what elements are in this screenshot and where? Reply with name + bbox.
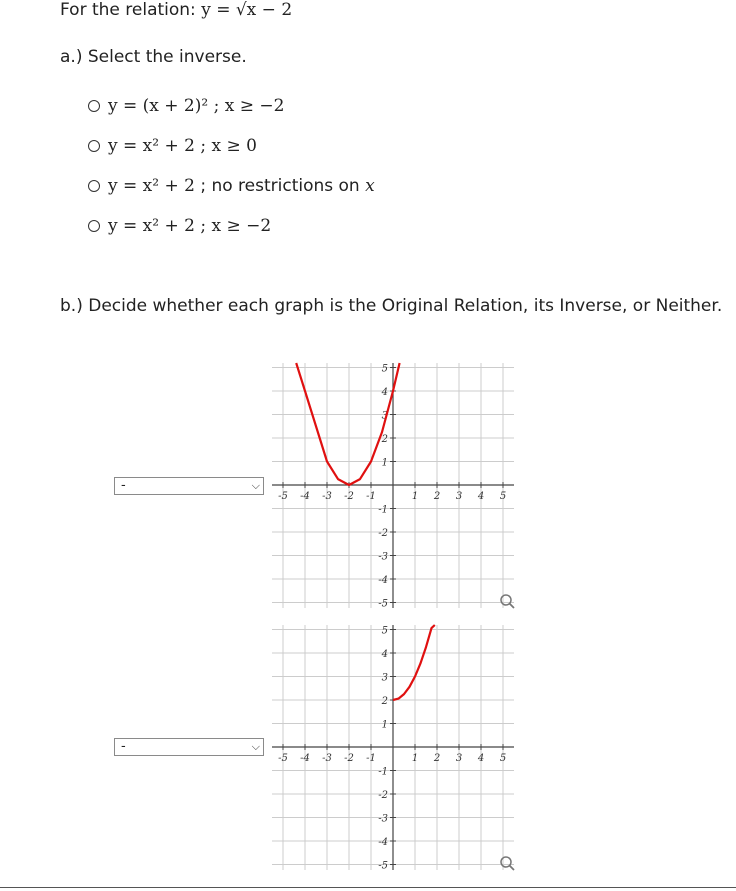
x-tick-label: -5 bbox=[278, 753, 288, 764]
y-tick-label: -3 bbox=[378, 551, 388, 563]
y-tick-label: -4 bbox=[378, 837, 388, 848]
y-tick-label: 5 bbox=[381, 625, 388, 637]
graph-2 bbox=[262, 620, 524, 875]
y-tick-label: 2 bbox=[381, 434, 388, 445]
option-3-label bbox=[108, 176, 375, 196]
y-tick-label: 1 bbox=[381, 719, 388, 731]
option-2-label: y = x² + 2 ; x ≥ 0 bbox=[108, 136, 257, 156]
x-tick-label: -5 bbox=[278, 491, 288, 502]
y-tick-label: -5 bbox=[378, 860, 388, 872]
x-tick-label: 4 bbox=[477, 753, 485, 764]
x-tick-label: 3 bbox=[455, 491, 463, 502]
graph-1-select-value: - bbox=[121, 478, 126, 493]
y-tick-label: -4 bbox=[378, 575, 388, 586]
radio-button-1[interactable] bbox=[88, 100, 100, 112]
chevron-down-icon: ⌵ bbox=[251, 479, 260, 492]
x-tick-label: 4 bbox=[477, 491, 485, 502]
y-tick-label: -1 bbox=[378, 766, 388, 778]
y-tick-label: -1 bbox=[378, 504, 388, 516]
x-tick-label: -2 bbox=[344, 753, 354, 764]
magnify-handle bbox=[510, 866, 515, 871]
prompt-equation: y = √x − 2 bbox=[201, 0, 293, 20]
y-tick-label: 3 bbox=[381, 410, 388, 422]
graph-1 bbox=[262, 358, 524, 613]
x-tick-label: -1 bbox=[366, 753, 376, 764]
option-3-var: x bbox=[365, 176, 375, 196]
option-1[interactable] bbox=[88, 86, 375, 126]
part-b-label: b.) Decide whether each graph is the Original Relation, its Inverse, or Neither. bbox=[60, 296, 723, 316]
curve-line bbox=[393, 625, 435, 700]
chevron-down-icon: ⌵ bbox=[251, 740, 260, 753]
x-tick-label: 1 bbox=[411, 491, 419, 502]
y-tick-label: 3 bbox=[381, 672, 388, 684]
y-tick-label: 4 bbox=[381, 387, 388, 398]
y-tick-label: -3 bbox=[378, 813, 388, 825]
graph-2-select-value: - bbox=[121, 739, 126, 754]
x-tick-label: -3 bbox=[322, 753, 332, 764]
x-tick-label: -4 bbox=[300, 753, 310, 764]
radio-button-4[interactable] bbox=[88, 220, 100, 232]
x-tick-label: 2 bbox=[433, 753, 441, 764]
option-1-label: y = (x + 2)² ; x ≥ −2 bbox=[108, 96, 285, 116]
option-2[interactable] bbox=[88, 126, 375, 166]
y-tick-label: -2 bbox=[378, 790, 388, 801]
y-tick-label: -2 bbox=[378, 528, 388, 539]
inverse-options bbox=[88, 86, 375, 246]
x-tick-label: -3 bbox=[322, 491, 332, 502]
option-3[interactable] bbox=[88, 166, 375, 206]
bottom-divider bbox=[0, 887, 736, 888]
x-tick-label: 3 bbox=[455, 753, 463, 764]
option-4[interactable] bbox=[88, 206, 375, 246]
y-tick-label: -5 bbox=[378, 598, 388, 610]
x-tick-label: -4 bbox=[300, 491, 310, 502]
x-tick-label: 5 bbox=[499, 491, 507, 502]
option-3-math: y = x² + 2 bbox=[108, 176, 195, 196]
graph-1-canvas bbox=[262, 358, 524, 613]
option-4-label: y = x² + 2 ; x ≥ −2 bbox=[108, 216, 272, 236]
y-tick-label: 1 bbox=[381, 457, 388, 469]
part-a-label: a.) Select the inverse. bbox=[60, 47, 247, 67]
x-tick-label: 1 bbox=[411, 753, 419, 764]
y-tick-label: 2 bbox=[381, 696, 388, 707]
y-tick-label: 5 bbox=[381, 363, 388, 375]
x-tick-label: 5 bbox=[499, 753, 507, 764]
x-tick-label: 2 bbox=[433, 491, 441, 502]
option-3-text: ; no restrictions on bbox=[200, 176, 360, 196]
radio-button-2[interactable] bbox=[88, 140, 100, 152]
graph-2-select[interactable] bbox=[114, 738, 264, 756]
magnify-handle bbox=[510, 604, 515, 609]
question-prompt bbox=[60, 0, 292, 20]
y-tick-label: 4 bbox=[381, 649, 388, 660]
prompt-lead: For the relation: bbox=[60, 0, 196, 20]
graph-2-canvas bbox=[262, 620, 524, 875]
x-tick-label: -2 bbox=[344, 491, 354, 502]
graph-1-select[interactable] bbox=[114, 477, 264, 495]
radio-button-3[interactable] bbox=[88, 180, 100, 192]
x-tick-label: -1 bbox=[366, 491, 376, 502]
